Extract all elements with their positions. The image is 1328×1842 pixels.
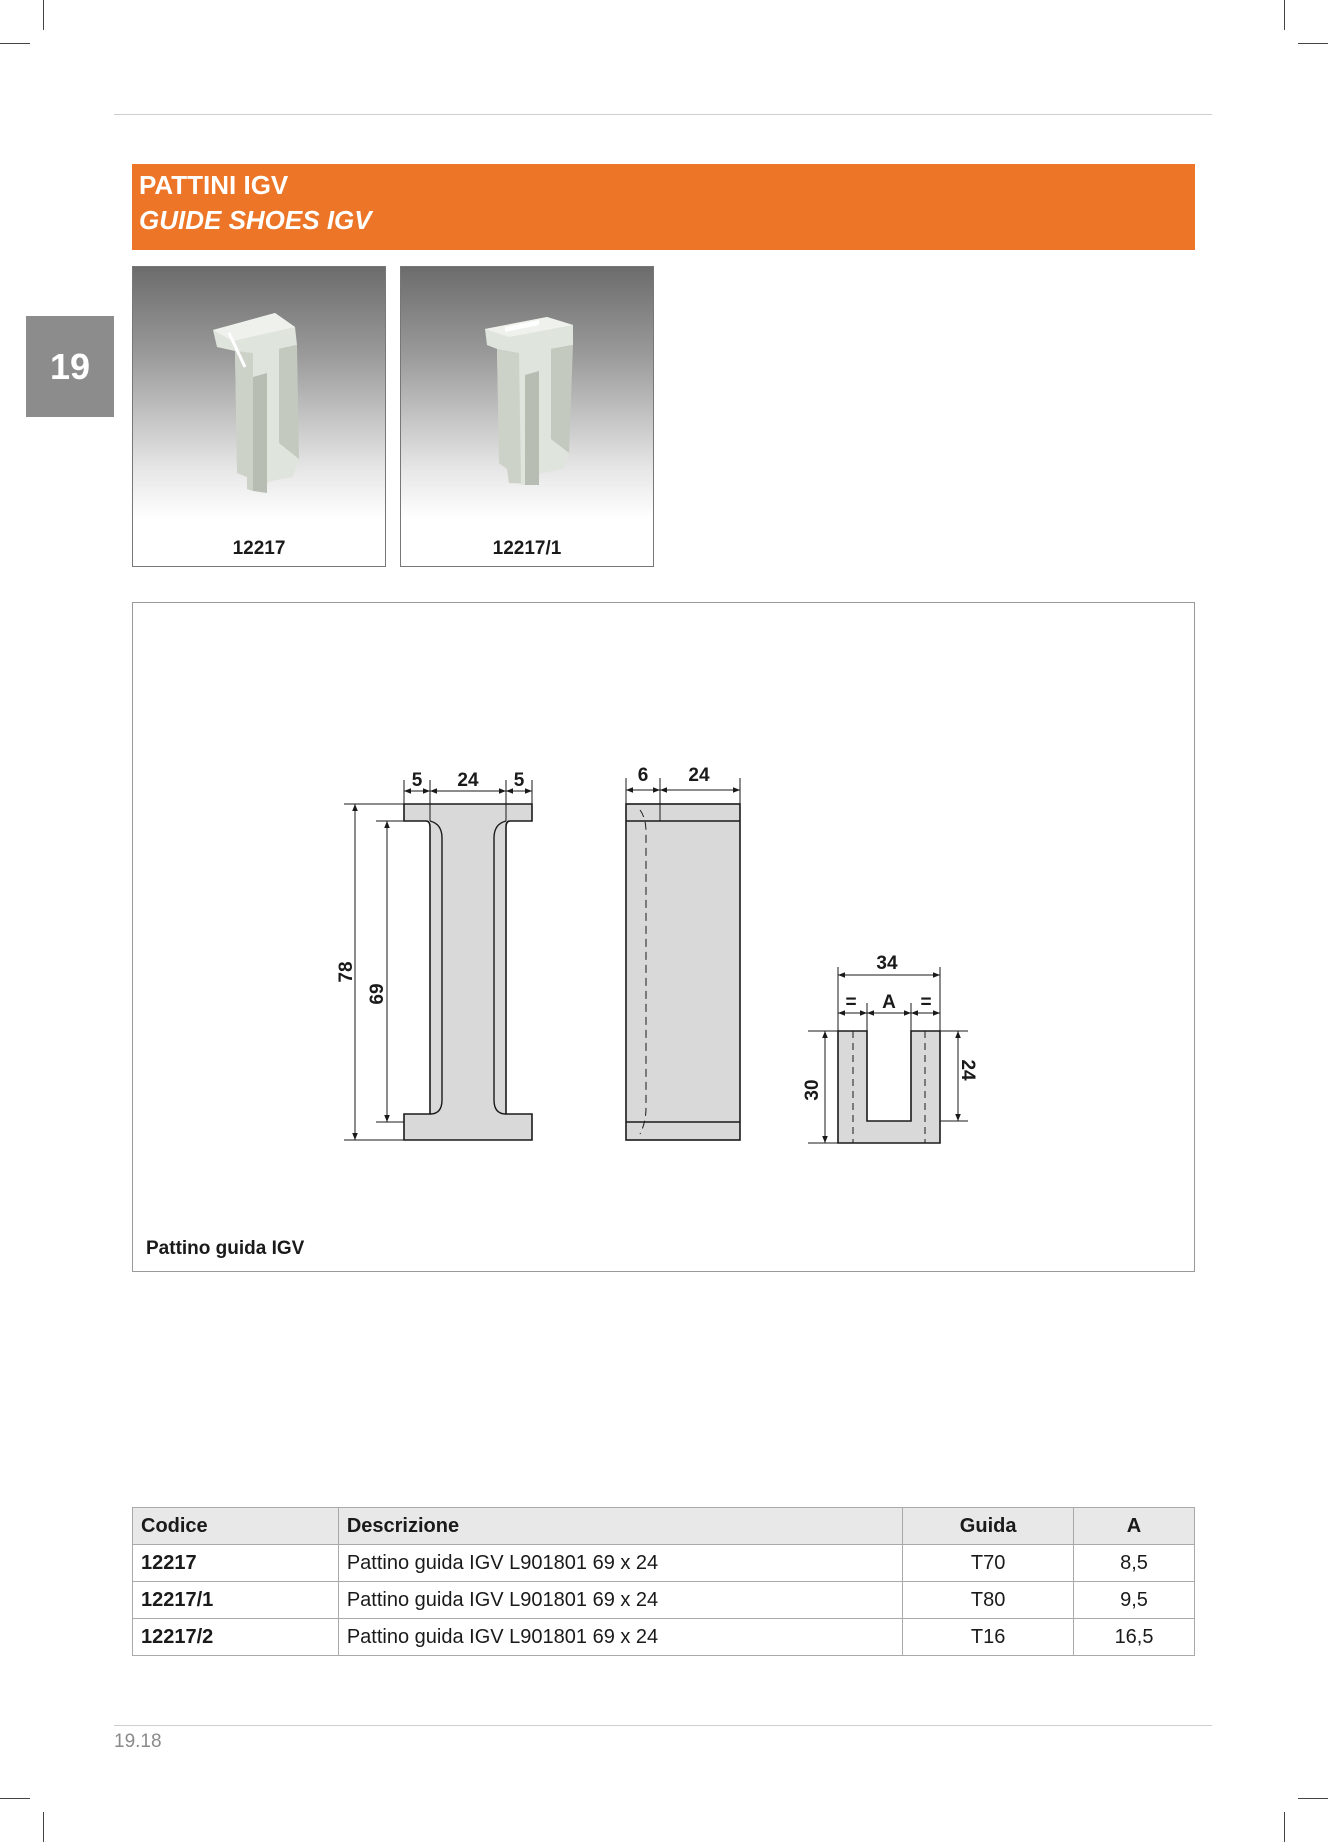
table-header-row [133, 1508, 1195, 1545]
dim-flange-right: 5 [513, 770, 525, 791]
dim-equal-left: = [845, 992, 857, 1013]
photo-code-label: 12217/1 [492, 538, 562, 559]
dim-section-width: 34 [876, 953, 898, 974]
cell-guide: T80 [903, 1582, 1074, 1619]
product-table [132, 1507, 1195, 1656]
dim-slot-a: A [882, 992, 896, 1013]
table-row [133, 1582, 1195, 1619]
photo-code-label: 12217 [232, 538, 286, 559]
header-description: Descrizione [338, 1508, 902, 1545]
dim-section-inner-height: 24 [957, 1059, 978, 1081]
dim-side-thickness: 6 [637, 765, 649, 786]
side-view [626, 765, 740, 1140]
cell-code: 12217/2 [133, 1619, 339, 1656]
dim-equal-right: = [920, 992, 932, 1013]
header-a: A [1074, 1508, 1195, 1545]
cell-guide: T16 [903, 1619, 1074, 1656]
footer-rule [114, 1725, 1212, 1726]
banner-title-en: GUIDE SHOES IGV [139, 205, 372, 235]
page-number: 19.18 [114, 1731, 162, 1752]
front-view [336, 770, 532, 1140]
dim-height-total: 78 [336, 961, 357, 983]
table-row [133, 1545, 1195, 1582]
cell-description: Pattino guida IGV L901801 69 x 24 [338, 1582, 902, 1619]
header-guide: Guida [903, 1508, 1074, 1545]
dim-web-width: 24 [457, 770, 479, 791]
dim-height-inner: 69 [367, 983, 388, 1005]
chapter-tab: 19 [26, 316, 114, 417]
cell-description: Pattino guida IGV L901801 69 x 24 [338, 1619, 902, 1656]
drawing-caption: Pattino guida IGV [146, 1238, 305, 1259]
cell-description: Pattino guida IGV L901801 69 x 24 [338, 1545, 902, 1582]
dim-side-width: 24 [688, 765, 710, 786]
table-row [133, 1619, 1195, 1656]
dim-flange-left: 5 [411, 770, 423, 791]
cell-guide: T70 [903, 1545, 1074, 1582]
cell-a: 16,5 [1074, 1619, 1195, 1656]
header-code: Codice [133, 1508, 339, 1545]
dim-section-height: 30 [802, 1079, 823, 1101]
cell-a: 8,5 [1074, 1545, 1195, 1582]
cell-code: 12217 [133, 1545, 339, 1582]
cell-code: 12217/1 [133, 1582, 339, 1619]
banner-title-it: PATTINI IGV [139, 170, 289, 200]
cell-a: 9,5 [1074, 1582, 1195, 1619]
section-view [802, 953, 978, 1143]
